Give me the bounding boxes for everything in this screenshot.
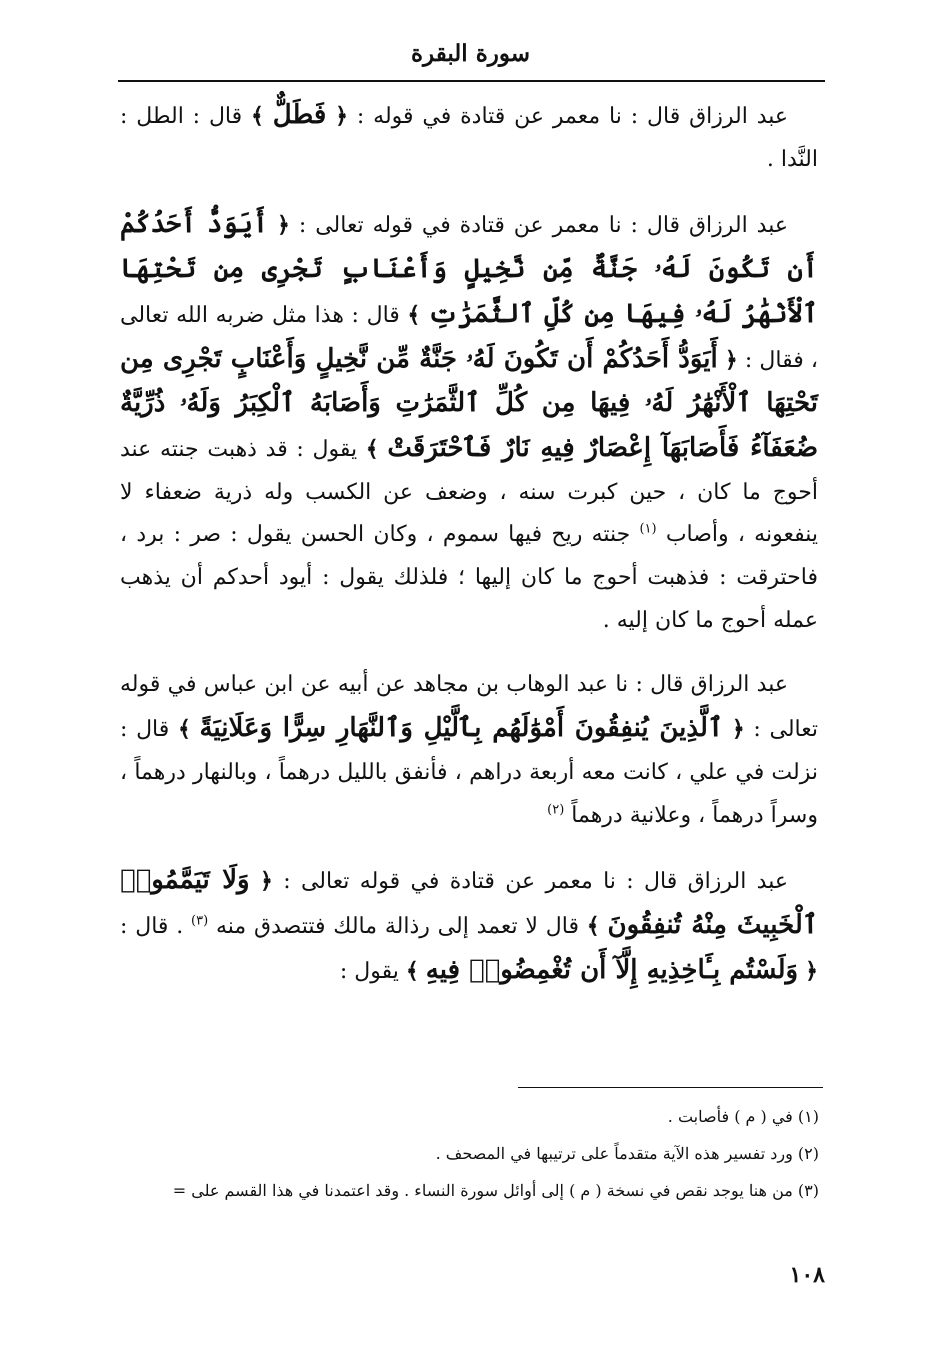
running-header-title: سورة البقرة	[410, 40, 531, 67]
main-text	[120, 94, 818, 993]
footnote-3: (٣) من هنا يوجد نقص في نسخة ( م ) إلى أوائل سورة النساء . وقد اعتمدنا في هذا القسم على =	[172, 1181, 819, 1200]
footnote-2: (٢) ورد تفسير هذه الآية متقدماً على ترتيبها في المصحف .	[435, 1144, 819, 1163]
paragraph-text: يقول :	[339, 958, 399, 984]
paragraph-3	[120, 664, 818, 837]
quran-verse: ٱلَّذِينَ يُنفِقُونَ أَمْوَٰلَهُم بِٱلَّيْلِ وَٱلنَّهَارِ سِرًّا وَعَلَانِيَةً	[199, 713, 724, 744]
footnote-reference: (٣)	[191, 913, 209, 929]
page-number: ١٠٨	[789, 1262, 825, 1288]
paragraph-text: عبد الرزاق قال : نا عبد الوهاب بن مجاهد عن أبيه عن ابن عباس في قوله تعالى :	[120, 672, 818, 743]
paragraph-text: قال لا تعمد إلى رذالة مالك فتتصدق منه	[215, 913, 579, 939]
quran-close-bracket: ﴾	[365, 435, 379, 462]
quran-open-bracket: ﴿	[731, 716, 745, 743]
quran-close-bracket: ﴾	[586, 912, 600, 939]
paragraph-4	[120, 859, 818, 993]
paragraph-text: . قال :	[120, 913, 184, 939]
quran-open-bracket: ﴿	[259, 868, 273, 895]
footnote-1: (١) في ( م ) فأصابت .	[667, 1107, 819, 1126]
paragraph-text: عبد الرزاق قال : نا معمر عن قتادة في قوله تعالى :	[283, 869, 788, 895]
footnotes	[119, 1098, 819, 1209]
quran-open-bracket: ﴿	[724, 346, 738, 373]
quran-verse: فَطَلٌّ	[272, 100, 327, 130]
quran-verse: أَيَوَدُّ أَحَدُكُمْ أَن تَكُونَ لَهُۥ جَنَّةٌ مِّن نَّخِيلٍ وَأَعْنَابٍ تَجْرِى مِن تَحْتِهَا ٱلْأَنْهَٰرُ لَهُۥ فِيهَا مِن كُلِّ ٱلثَّمَرَٰتِ وَأَصَابَهُ ٱلْكِبَرُ وَلَهُۥ ذُرِّيَّةٌ ضُعَفَآءُ فَأَصَابَهَآ إِعْصَارٌ فِيهِ نَارٌ فَٱحْتَرَقَتْ	[120, 343, 819, 463]
quran-verse: وَلَسْتُم بِـَٔاخِذِيهِ إِلَّآ أَن تُغْمِضُوا۟ فِيهِ	[425, 954, 799, 985]
quran-close-bracket: ﴾	[177, 716, 191, 743]
quran-close-bracket: ﴾	[251, 103, 264, 129]
paragraph-1	[120, 94, 818, 181]
paragraph-text: جنته ريح فيها سموم ، وكان الحسن يقول : صر : برد ، فاحترقت : فذهبت أحوج ما كان إليها ؛ فلذلك يقول : أيود أحدكم أن يذهب عمله أحوج ما كان إليه .	[120, 522, 818, 633]
paragraph-text: قال : الطل : النَّدا .	[120, 104, 818, 172]
paragraph-text: قال : هذا مثل ضربه الله تعالى ، فقال :	[120, 302, 818, 373]
paragraph-text: يقول : قد ذهبت جنته عند أحوج ما كان ، حين كبرت سنه ، وضعف عن الكسب وله ذرية ضعفاء لا ينفعونه ، وأصاب	[120, 436, 818, 548]
quran-open-bracket: ﴿	[805, 957, 818, 984]
header-divider	[118, 80, 825, 82]
paragraph-text: عبد الرزاق قال : نا معمر عن قتادة في قوله :	[356, 104, 789, 129]
footnote-reference: (١)	[639, 522, 657, 537]
footnote-reference: (٢)	[547, 802, 565, 818]
quran-verse: أَيَوَدُّ أَحَدُكُمْ أَن تَكُونَ لَهُۥ جَنَّةٌ مِّن نَّخِيلٍ وَأَعْنَابٍ تَجْرِى مِن تَحْتِهَا ٱلْأَنْهَٰرُ لَهُۥ فِيهَا مِن كُلِّ ٱلثَّمَرَٰتِ	[120, 209, 818, 329]
quran-open-bracket: ﴿	[277, 212, 290, 239]
footnote-divider	[518, 1087, 823, 1088]
quran-close-bracket: ﴾	[407, 301, 421, 328]
quran-verse: وَلَا تَيَمَّمُوا۟ ٱلْخَبِيثَ مِنْهُ تُنفِقُونَ	[120, 865, 819, 940]
quran-close-bracket: ﴾	[405, 957, 419, 984]
paragraph-text: قال : نزلت في علي ، كانت معه أربعة دراهم ، فأنفق بالليل درهماً ، وبالنهار درهماً ، وسراً درهماً ، وعلانية درهماً	[120, 717, 818, 828]
quran-open-bracket: ﴿	[335, 103, 349, 129]
paragraph-2	[120, 203, 818, 642]
paragraph-text: عبد الرزاق قال : نا معمر عن قتادة في قوله تعالى :	[298, 213, 788, 239]
